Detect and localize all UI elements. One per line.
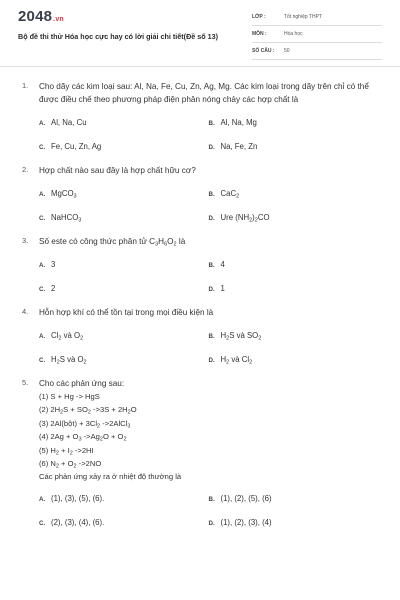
option-text: Fe, Cu, Zn, Ag: [51, 142, 102, 151]
question-text: Cho các phản ứng sau:: [39, 379, 125, 388]
option-a[interactable]: [39, 329, 209, 343]
option-c[interactable]: [39, 516, 209, 530]
option-letter: C.: [39, 144, 46, 151]
option-letter: C.: [39, 357, 46, 364]
meta-subject-label: MÔN :: [252, 31, 267, 37]
answer-options: [39, 187, 378, 225]
question-list: [0, 80, 400, 540]
option-letter: A.: [39, 120, 46, 127]
option-text: $H_2S$ và $O_2$: [51, 355, 87, 366]
question-3: [22, 235, 378, 296]
question-text: Số este có công thức phân tử $C_3H_6O_2$ là: [39, 237, 186, 248]
meta-count-label: SỐ CÂU :: [252, 48, 275, 54]
option-text: 2: [51, 284, 56, 293]
logo-text: 2048: [18, 8, 53, 25]
meta-subject-value: Hóa học: [284, 31, 303, 37]
exam-meta: [252, 12, 382, 63]
option-letter: B.: [208, 262, 215, 269]
option-letter: D.: [208, 519, 215, 527]
question-4: [22, 306, 378, 367]
option-letter: C.: [39, 519, 46, 527]
option-b[interactable]: [209, 258, 379, 272]
option-b[interactable]: [209, 116, 379, 130]
option-a[interactable]: [39, 116, 209, 130]
option-text: Na, Fe, Zn: [220, 142, 258, 151]
option-text: $Cl_2$ và $O_2$: [51, 331, 84, 342]
option-text: $H_2S$ và $SO_2$: [220, 331, 262, 342]
option-text: Al, Na, Mg: [220, 118, 257, 127]
meta-class-value: Tốt nghiệp THPT: [284, 14, 322, 20]
option-text: (2), (3), (4), (6).: [51, 517, 105, 527]
exam-title: Bộ đề thi thử Hóa học cực hay có lời giải chi tiết(Đề số 13): [18, 32, 219, 41]
option-text: NaHCO$_3$: [51, 213, 82, 224]
option-text: 4: [220, 260, 225, 269]
question-5: [22, 377, 378, 530]
option-letter: D.: [208, 286, 215, 293]
option-c[interactable]: [39, 211, 209, 225]
header-divider: [0, 66, 400, 67]
question-text: Hỗn hợp khí có thể tồn tại trong mọi điều kiện là: [39, 308, 214, 317]
question-number: 1.: [22, 81, 29, 90]
reaction-statement: (2) $2H_2S + SO_2$ $->3S + 2H_2O$: [39, 405, 137, 416]
option-letter: B.: [208, 333, 215, 340]
question-2: [22, 164, 378, 225]
question-1: [22, 80, 378, 154]
option-letter: C.: [39, 215, 46, 222]
question-number: 3.: [22, 236, 29, 245]
option-letter: B.: [208, 120, 215, 127]
option-text: 1: [220, 284, 225, 293]
reaction-statement: (1) S + Hg -> HgS: [39, 392, 100, 401]
option-text: CaC$_2$: [220, 189, 240, 200]
option-text: MgCO$_3$: [51, 189, 77, 200]
option-letter: B.: [208, 191, 215, 198]
meta-subject-row: [252, 29, 382, 43]
meta-class-row: [252, 12, 382, 26]
option-d[interactable]: [209, 211, 379, 225]
option-text: (1), (2), (3), (4): [220, 517, 272, 527]
question-number: 4.: [22, 307, 29, 316]
page-header: [0, 0, 400, 62]
answer-options: [39, 116, 378, 154]
question-number: 5.: [22, 378, 29, 387]
answer-options: [39, 258, 378, 296]
option-text: Al, Na, Cu: [51, 118, 87, 127]
meta-count-value: 50: [284, 48, 290, 54]
option-b[interactable]: [209, 329, 379, 343]
option-c[interactable]: [39, 140, 209, 154]
question-text: Hợp chất nào sau đây là hợp chất hữu cơ?: [39, 166, 196, 175]
option-text: (1), (3), (5), (6).: [51, 493, 105, 503]
meta-class-label: LỚP :: [252, 14, 266, 20]
question-prompt: Các phản ứng xảy ra ở nhiệt độ thường là: [39, 472, 182, 482]
option-letter: A.: [39, 191, 46, 198]
reaction-statement: (4) $2Ag + O_3$ $->Ag_2O + O_2$: [39, 432, 127, 443]
option-text: 3: [51, 260, 56, 269]
answer-options: [39, 492, 378, 530]
option-a[interactable]: [39, 492, 209, 506]
option-text: $H_2$ và $Cl_2$: [220, 355, 253, 366]
question-number: 2.: [22, 165, 29, 174]
answer-options: [39, 329, 378, 367]
reaction-statement: (6) $N_2 + O_2$ ->2NO: [39, 459, 102, 470]
option-d[interactable]: [209, 353, 379, 367]
option-letter: D.: [208, 144, 215, 151]
option-letter: A.: [39, 262, 46, 269]
option-text: Ure $(NH_2)_2CO$: [220, 213, 270, 224]
option-letter: C.: [39, 286, 46, 293]
logo-suffix: .vn: [53, 16, 64, 23]
option-letter: A.: [39, 333, 46, 340]
option-c[interactable]: [39, 353, 209, 367]
meta-count-row: [252, 46, 382, 60]
question-text: Cho dãy các kim loại sau: Al, Na, Fe, Cu, Zn, Ag, Mg. Các kim loại trong dãy trên chỉ có thể được điều chế theo phương pháp điện phân nóng chảy các hợp chất là: [39, 82, 369, 104]
option-letter: B.: [208, 495, 215, 503]
option-a[interactable]: [39, 187, 209, 201]
reaction-statement: (3) 2Al(bột) + $3Cl_2$ ->2AlCl$_3$: [39, 418, 131, 430]
option-b[interactable]: [209, 187, 379, 201]
option-d[interactable]: [209, 516, 379, 530]
option-text: (1), (2), (5), (6): [220, 493, 272, 503]
reaction-statement: (5) $H_2 + I_2$ ->2HI: [39, 445, 94, 457]
option-d[interactable]: [209, 140, 379, 154]
option-b[interactable]: [209, 492, 379, 506]
option-a[interactable]: [39, 258, 209, 272]
option-letter: D.: [208, 357, 215, 364]
option-letter: A.: [39, 495, 46, 503]
option-letter: D.: [208, 215, 215, 222]
option-d[interactable]: [209, 282, 379, 296]
site-logo[interactable]: [18, 8, 64, 25]
option-c[interactable]: [39, 282, 209, 296]
